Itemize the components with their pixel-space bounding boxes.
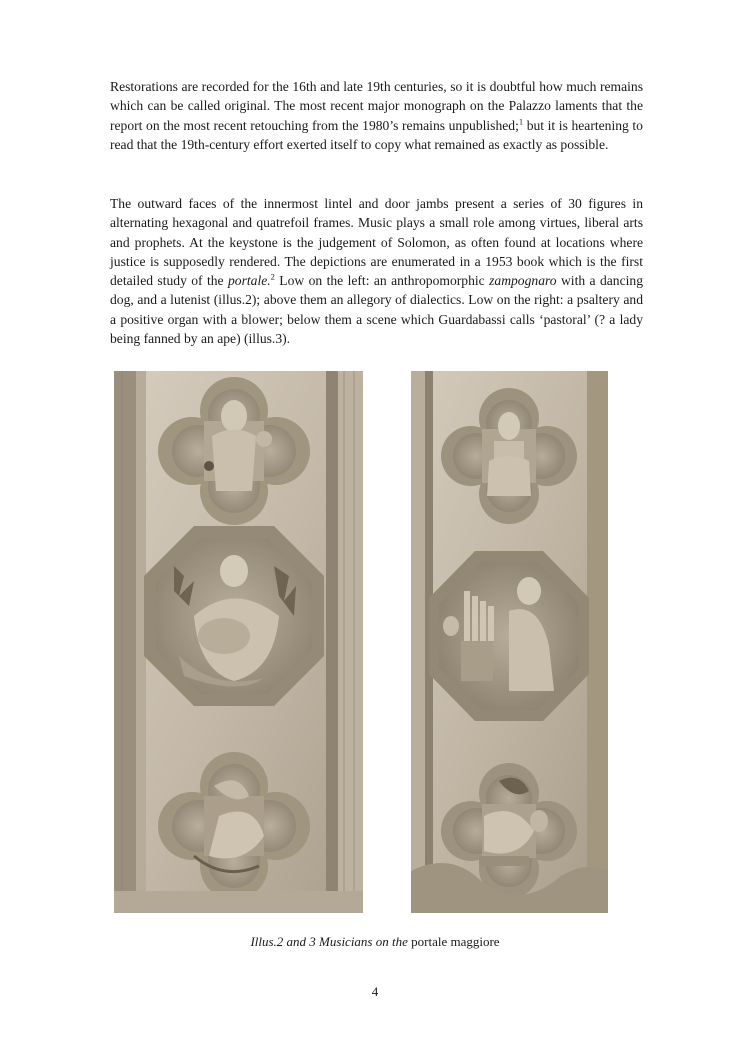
p2-em-zampognaro: zampognaro — [489, 273, 557, 289]
p2-text-b: Low on the left: an anthropomorphic — [274, 273, 490, 289]
caption-italic: Illus.2 and 3 Musicians on the — [250, 934, 408, 949]
p1-text-a: Restorations are recorded for the 16th and late 19th centuries, so it is doubtful how much remains which can be called original. The most recent major monograph on the Palazzo laments that the report on the most recent retouching from the 1980’s remains unpublished; — [110, 79, 643, 133]
relief-photo-illus-2 — [114, 371, 363, 913]
page-number: 4 — [371, 984, 379, 999]
relief-photo-illus-3 — [411, 371, 608, 913]
p1-text-b: but it is heartening to read that the 19th-century effort exerted itself to copy what remained as exactly as possible. — [110, 117, 643, 152]
caption-roman: portale maggiore — [407, 934, 500, 949]
relief-left-image — [114, 371, 363, 913]
relief-right-image — [411, 371, 608, 913]
paragraph-figures — [110, 194, 643, 348]
paragraph-restorations — [110, 77, 643, 154]
p2-em-portale: portale. — [227, 273, 271, 289]
footnote-ref-1[interactable]: 1 — [518, 116, 524, 127]
p2-text-a: The outward faces of the innermost lintel and door jambs present a series of 30 figures in alternating hexagonal and quatrefoil frames. Music plays a small role among virtues, liberal arts and prophets. At the keystone is the judgement of Solomon, as often found at locations where justice is supposedly rendered. The depictions are enumerated in a 1953 book which is the first detailed study of the — [110, 196, 643, 289]
p2-text-c: with a dancing dog, and a lutenist (illus.2); above them an allegory of dialectics. Low on the right: a psaltery and a positive organ with a blower; below them a scene which Guardabassi calls ‘pastoral’ (? a lady being fanned by an ape) (illus.3). — [110, 273, 643, 347]
figure-caption — [0, 934, 750, 950]
footnote-ref-2[interactable]: 2 — [270, 271, 275, 282]
